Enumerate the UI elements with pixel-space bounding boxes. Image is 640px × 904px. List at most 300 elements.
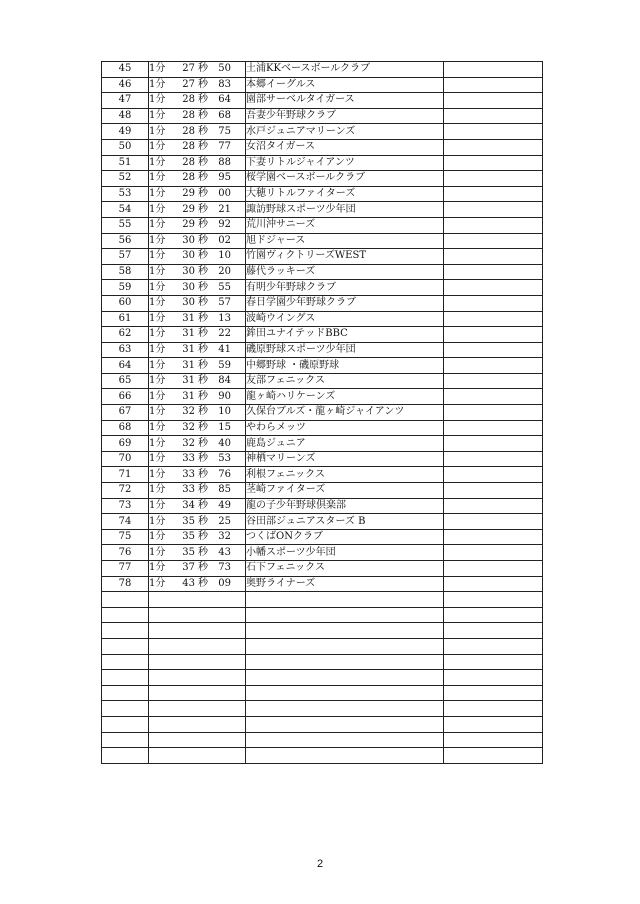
table-row bbox=[102, 498, 543, 514]
time-minutes: 1分 bbox=[149, 562, 166, 574]
time-seconds: 32 bbox=[182, 421, 195, 433]
time-hundredths: 21 bbox=[218, 203, 231, 215]
team-name-cell: つくばONクラブ bbox=[246, 529, 444, 545]
time-seconds-label: 秒 bbox=[198, 375, 208, 387]
time-seconds: 28 bbox=[182, 110, 195, 122]
time-hundredths: 77 bbox=[218, 141, 231, 153]
note-cell bbox=[444, 420, 543, 436]
time-cell bbox=[149, 607, 246, 623]
time-seconds-label: 秒 bbox=[198, 406, 208, 418]
note-cell bbox=[444, 670, 543, 686]
rank-cell: 49 bbox=[102, 124, 149, 140]
note-cell bbox=[444, 498, 543, 514]
time-seconds: 35 bbox=[182, 531, 195, 543]
team-name-cell bbox=[246, 732, 444, 748]
rank-cell: 74 bbox=[102, 514, 149, 530]
table-row bbox=[102, 217, 543, 233]
page-number: 2 bbox=[316, 858, 324, 870]
time-minutes: 1分 bbox=[149, 421, 166, 433]
team-name-cell: やわらメッツ bbox=[246, 420, 444, 436]
time-hundredths: 57 bbox=[218, 297, 231, 309]
team-name-cell bbox=[246, 654, 444, 670]
time-cell bbox=[149, 561, 246, 577]
note-cell bbox=[444, 249, 543, 265]
time-seconds-label: 秒 bbox=[198, 141, 208, 153]
table-row bbox=[102, 139, 543, 155]
rank-cell: 69 bbox=[102, 436, 149, 452]
team-name-cell: 土浦KKベースボールクラブ bbox=[246, 62, 444, 78]
time-seconds: 34 bbox=[182, 499, 195, 511]
time-minutes: 1分 bbox=[149, 359, 166, 371]
rank-cell: 48 bbox=[102, 108, 149, 124]
time-seconds: 31 bbox=[182, 343, 195, 355]
table-row bbox=[102, 607, 543, 623]
table-row bbox=[102, 264, 543, 280]
table-row bbox=[102, 124, 543, 140]
team-name-cell: 波崎ウイングス bbox=[246, 311, 444, 327]
team-name-cell: 龍ヶ崎ハリケーンズ bbox=[246, 389, 444, 405]
time-cell bbox=[149, 498, 246, 514]
note-cell bbox=[444, 685, 543, 701]
note-cell bbox=[444, 623, 543, 639]
note-cell bbox=[444, 171, 543, 187]
team-name-cell: 水戸ジュニアマリーンズ bbox=[246, 124, 444, 140]
table-row bbox=[102, 748, 543, 764]
time-seconds-label: 秒 bbox=[198, 453, 208, 465]
time-minutes: 1分 bbox=[149, 110, 166, 122]
time-minutes: 1分 bbox=[149, 297, 166, 309]
time-minutes: 1分 bbox=[149, 531, 166, 543]
time-seconds: 35 bbox=[182, 515, 195, 527]
time-seconds-label: 秒 bbox=[198, 94, 208, 106]
table-row bbox=[102, 405, 543, 421]
time-seconds-label: 秒 bbox=[198, 390, 208, 402]
table-row bbox=[102, 311, 543, 327]
note-cell bbox=[444, 295, 543, 311]
time-seconds-label: 秒 bbox=[198, 156, 208, 168]
time-seconds-label: 秒 bbox=[198, 421, 208, 433]
time-hundredths: 43 bbox=[218, 546, 231, 558]
rank-cell: 62 bbox=[102, 327, 149, 343]
time-seconds: 32 bbox=[182, 437, 195, 449]
team-name-cell bbox=[246, 748, 444, 764]
time-seconds: 33 bbox=[182, 484, 195, 496]
table-row bbox=[102, 638, 543, 654]
time-cell bbox=[149, 264, 246, 280]
time-minutes: 1分 bbox=[149, 156, 166, 168]
team-name-cell: 磯原野球スポーツ少年団 bbox=[246, 342, 444, 358]
time-seconds: 28 bbox=[182, 141, 195, 153]
time-hundredths: 15 bbox=[218, 421, 231, 433]
time-minutes: 1分 bbox=[149, 343, 166, 355]
time-seconds: 28 bbox=[182, 172, 195, 184]
table-row bbox=[102, 576, 543, 592]
table-row bbox=[102, 592, 543, 608]
time-seconds-label: 秒 bbox=[198, 125, 208, 137]
table-row bbox=[102, 358, 543, 374]
time-cell bbox=[149, 716, 246, 732]
time-minutes: 1分 bbox=[149, 266, 166, 278]
time-hundredths: 53 bbox=[218, 453, 231, 465]
time-hundredths: 13 bbox=[218, 312, 231, 324]
time-seconds: 29 bbox=[182, 203, 195, 215]
time-minutes: 1分 bbox=[149, 94, 166, 106]
time-cell bbox=[149, 62, 246, 78]
time-seconds-label: 秒 bbox=[198, 219, 208, 231]
note-cell bbox=[444, 264, 543, 280]
time-seconds: 30 bbox=[182, 297, 195, 309]
time-cell bbox=[149, 638, 246, 654]
rank-cell: 68 bbox=[102, 420, 149, 436]
time-seconds-label: 秒 bbox=[198, 78, 208, 90]
time-cell bbox=[149, 545, 246, 561]
time-cell bbox=[149, 654, 246, 670]
time-seconds-label: 秒 bbox=[198, 266, 208, 278]
rank-cell: 63 bbox=[102, 342, 149, 358]
results-table-body bbox=[102, 62, 543, 764]
team-name-cell bbox=[246, 716, 444, 732]
time-hundredths: 50 bbox=[218, 63, 231, 75]
note-cell bbox=[444, 716, 543, 732]
time-seconds-label: 秒 bbox=[198, 562, 208, 574]
table-row bbox=[102, 171, 543, 187]
time-hundredths: 59 bbox=[218, 359, 231, 371]
rank-cell: 76 bbox=[102, 545, 149, 561]
time-seconds: 33 bbox=[182, 468, 195, 480]
time-minutes: 1分 bbox=[149, 375, 166, 387]
team-name-cell: 友部フェニックス bbox=[246, 373, 444, 389]
time-seconds-label: 秒 bbox=[198, 312, 208, 324]
time-seconds: 33 bbox=[182, 453, 195, 465]
time-cell bbox=[149, 342, 246, 358]
note-cell bbox=[444, 93, 543, 109]
note-cell bbox=[444, 155, 543, 171]
time-seconds-label: 秒 bbox=[198, 499, 208, 511]
team-name-cell: 竹園ヴィクトリーズWEST bbox=[246, 249, 444, 265]
team-name-cell bbox=[246, 623, 444, 639]
rank-cell: 52 bbox=[102, 171, 149, 187]
table-row bbox=[102, 483, 543, 499]
time-hundredths: 32 bbox=[218, 531, 231, 543]
rank-cell: 78 bbox=[102, 576, 149, 592]
team-name-cell bbox=[246, 638, 444, 654]
team-name-cell bbox=[246, 607, 444, 623]
results-table bbox=[101, 61, 543, 764]
note-cell bbox=[444, 108, 543, 124]
note-cell bbox=[444, 638, 543, 654]
time-seconds-label: 秒 bbox=[198, 172, 208, 184]
rank-cell: 56 bbox=[102, 233, 149, 249]
note-cell bbox=[444, 405, 543, 421]
time-seconds-label: 秒 bbox=[198, 203, 208, 215]
team-name-cell: 諏訪野球スポーツ少年団 bbox=[246, 202, 444, 218]
rank-cell bbox=[102, 685, 149, 701]
table-row bbox=[102, 623, 543, 639]
team-name-cell: 大穂リトルファイターズ bbox=[246, 186, 444, 202]
note-cell bbox=[444, 732, 543, 748]
note-cell bbox=[444, 202, 543, 218]
rank-cell: 46 bbox=[102, 77, 149, 93]
rank-cell: 77 bbox=[102, 561, 149, 577]
table-row bbox=[102, 561, 543, 577]
time-seconds-label: 秒 bbox=[198, 531, 208, 543]
time-minutes: 1分 bbox=[149, 390, 166, 402]
team-name-cell: 下妻リトルジャイアンツ bbox=[246, 155, 444, 171]
team-name-cell: 旭ドジャース bbox=[246, 233, 444, 249]
table-row bbox=[102, 62, 543, 78]
time-cell bbox=[149, 108, 246, 124]
time-seconds: 29 bbox=[182, 188, 195, 200]
table-row bbox=[102, 155, 543, 171]
time-hundredths: 83 bbox=[218, 78, 231, 90]
time-hundredths: 75 bbox=[218, 125, 231, 137]
team-name-cell: 有明少年野球クラブ bbox=[246, 280, 444, 296]
rank-cell: 66 bbox=[102, 389, 149, 405]
rank-cell bbox=[102, 654, 149, 670]
time-cell bbox=[149, 202, 246, 218]
time-minutes: 1分 bbox=[149, 188, 166, 200]
time-seconds-label: 秒 bbox=[198, 484, 208, 496]
table-row bbox=[102, 108, 543, 124]
rank-cell: 55 bbox=[102, 217, 149, 233]
note-cell bbox=[444, 592, 543, 608]
table-row bbox=[102, 514, 543, 530]
table-row bbox=[102, 670, 543, 686]
rank-cell: 73 bbox=[102, 498, 149, 514]
time-hundredths: 55 bbox=[218, 281, 231, 293]
time-seconds-label: 秒 bbox=[198, 468, 208, 480]
note-cell bbox=[444, 514, 543, 530]
note-cell bbox=[444, 280, 543, 296]
note-cell bbox=[444, 576, 543, 592]
time-hundredths: 85 bbox=[218, 484, 231, 496]
note-cell bbox=[444, 77, 543, 93]
time-hundredths: 41 bbox=[218, 343, 231, 355]
table-row bbox=[102, 280, 543, 296]
time-seconds-label: 秒 bbox=[198, 515, 208, 527]
table-row bbox=[102, 529, 543, 545]
table-row bbox=[102, 93, 543, 109]
team-name-cell: 奥野ライナーズ bbox=[246, 576, 444, 592]
rank-cell: 45 bbox=[102, 62, 149, 78]
rank-cell: 50 bbox=[102, 139, 149, 155]
time-hundredths: 20 bbox=[218, 266, 231, 278]
time-seconds-label: 秒 bbox=[198, 110, 208, 122]
table-row bbox=[102, 249, 543, 265]
time-seconds-label: 秒 bbox=[198, 546, 208, 558]
note-cell bbox=[444, 233, 543, 249]
rank-cell: 51 bbox=[102, 155, 149, 171]
time-cell bbox=[149, 420, 246, 436]
table-row bbox=[102, 436, 543, 452]
team-name-cell: 鉾田ユナイテッドBBC bbox=[246, 327, 444, 343]
note-cell bbox=[444, 139, 543, 155]
rank-cell bbox=[102, 748, 149, 764]
time-cell bbox=[149, 155, 246, 171]
time-hundredths: 88 bbox=[218, 156, 231, 168]
time-seconds-label: 秒 bbox=[198, 359, 208, 371]
time-minutes: 1分 bbox=[149, 312, 166, 324]
time-seconds: 30 bbox=[182, 250, 195, 262]
time-cell bbox=[149, 373, 246, 389]
time-minutes: 1分 bbox=[149, 546, 166, 558]
time-hundredths: 76 bbox=[218, 468, 231, 480]
note-cell bbox=[444, 467, 543, 483]
time-seconds-label: 秒 bbox=[198, 234, 208, 246]
time-minutes: 1分 bbox=[149, 203, 166, 215]
time-cell bbox=[149, 701, 246, 717]
team-name-cell: 桜学園ベースボールクラブ bbox=[246, 171, 444, 187]
time-hundredths: 22 bbox=[218, 328, 231, 340]
team-name-cell: 中郷野球 ・磯原野球 bbox=[246, 358, 444, 374]
note-cell bbox=[444, 358, 543, 374]
team-name-cell: 神栖マリーンズ bbox=[246, 451, 444, 467]
time-seconds: 30 bbox=[182, 266, 195, 278]
note-cell bbox=[444, 451, 543, 467]
rank-cell bbox=[102, 592, 149, 608]
team-name-cell: 利根フェニックス bbox=[246, 467, 444, 483]
time-minutes: 1分 bbox=[149, 281, 166, 293]
team-name-cell: 園部サーベルタイガース bbox=[246, 93, 444, 109]
note-cell bbox=[444, 327, 543, 343]
rank-cell bbox=[102, 623, 149, 639]
time-seconds: 29 bbox=[182, 219, 195, 231]
time-cell bbox=[149, 748, 246, 764]
team-name-cell: 荒川沖サニーズ bbox=[246, 217, 444, 233]
time-cell bbox=[149, 405, 246, 421]
table-row bbox=[102, 654, 543, 670]
time-seconds: 28 bbox=[182, 156, 195, 168]
time-minutes: 1分 bbox=[149, 453, 166, 465]
rank-cell: 57 bbox=[102, 249, 149, 265]
note-cell bbox=[444, 311, 543, 327]
time-seconds-label: 秒 bbox=[198, 63, 208, 75]
note-cell bbox=[444, 701, 543, 717]
team-name-cell bbox=[246, 685, 444, 701]
time-seconds-label: 秒 bbox=[198, 188, 208, 200]
time-minutes: 1分 bbox=[149, 78, 166, 90]
rank-cell bbox=[102, 716, 149, 732]
rank-cell: 58 bbox=[102, 264, 149, 280]
time-seconds-label: 秒 bbox=[198, 343, 208, 355]
note-cell bbox=[444, 607, 543, 623]
time-cell bbox=[149, 514, 246, 530]
time-seconds-label: 秒 bbox=[198, 328, 208, 340]
time-minutes: 1分 bbox=[149, 328, 166, 340]
time-cell bbox=[149, 249, 246, 265]
rank-cell bbox=[102, 607, 149, 623]
time-seconds-label: 秒 bbox=[198, 281, 208, 293]
time-cell bbox=[149, 93, 246, 109]
time-hundredths: 02 bbox=[218, 234, 231, 246]
table-row bbox=[102, 233, 543, 249]
time-hundredths: 09 bbox=[218, 577, 231, 589]
time-cell bbox=[149, 732, 246, 748]
time-minutes: 1分 bbox=[149, 172, 166, 184]
note-cell bbox=[444, 389, 543, 405]
time-seconds: 31 bbox=[182, 390, 195, 402]
table-row bbox=[102, 389, 543, 405]
table-row bbox=[102, 451, 543, 467]
team-name-cell bbox=[246, 701, 444, 717]
time-seconds: 28 bbox=[182, 94, 195, 106]
table-row bbox=[102, 732, 543, 748]
time-seconds: 31 bbox=[182, 312, 195, 324]
table-row bbox=[102, 295, 543, 311]
rank-cell: 65 bbox=[102, 373, 149, 389]
rank-cell bbox=[102, 670, 149, 686]
time-cell bbox=[149, 327, 246, 343]
time-minutes: 1分 bbox=[149, 499, 166, 511]
time-cell bbox=[149, 483, 246, 499]
team-name-cell: 久保台ブルズ・龍ヶ崎ジャイアンツ bbox=[246, 405, 444, 421]
note-cell bbox=[444, 545, 543, 561]
time-cell bbox=[149, 124, 246, 140]
team-name-cell: 石下フェニックス bbox=[246, 561, 444, 577]
time-minutes: 1分 bbox=[149, 219, 166, 231]
time-seconds: 37 bbox=[182, 562, 195, 574]
team-name-cell bbox=[246, 670, 444, 686]
note-cell bbox=[444, 436, 543, 452]
time-seconds-label: 秒 bbox=[198, 437, 208, 449]
time-hundredths: 10 bbox=[218, 250, 231, 262]
time-seconds: 31 bbox=[182, 359, 195, 371]
time-cell bbox=[149, 451, 246, 467]
note-cell bbox=[444, 529, 543, 545]
team-name-cell: 鹿島ジュニア bbox=[246, 436, 444, 452]
time-seconds-label: 秒 bbox=[198, 250, 208, 262]
time-seconds-label: 秒 bbox=[198, 297, 208, 309]
time-seconds: 28 bbox=[182, 125, 195, 137]
time-cell bbox=[149, 280, 246, 296]
time-hundredths: 25 bbox=[218, 515, 231, 527]
time-hundredths: 95 bbox=[218, 172, 231, 184]
time-seconds: 32 bbox=[182, 406, 195, 418]
note-cell bbox=[444, 748, 543, 764]
time-hundredths: 49 bbox=[218, 499, 231, 511]
time-cell bbox=[149, 592, 246, 608]
time-seconds: 31 bbox=[182, 328, 195, 340]
time-cell bbox=[149, 295, 246, 311]
time-cell bbox=[149, 670, 246, 686]
time-cell bbox=[149, 529, 246, 545]
time-cell bbox=[149, 171, 246, 187]
table-row bbox=[102, 373, 543, 389]
note-cell bbox=[444, 342, 543, 358]
table-row bbox=[102, 342, 543, 358]
note-cell bbox=[444, 561, 543, 577]
time-seconds: 30 bbox=[182, 281, 195, 293]
time-hundredths: 73 bbox=[218, 562, 231, 574]
time-minutes: 1分 bbox=[149, 484, 166, 496]
time-hundredths: 10 bbox=[218, 406, 231, 418]
table-row bbox=[102, 545, 543, 561]
time-cell bbox=[149, 358, 246, 374]
rank-cell bbox=[102, 638, 149, 654]
time-hundredths: 00 bbox=[218, 188, 231, 200]
rank-cell: 60 bbox=[102, 295, 149, 311]
rank-cell: 71 bbox=[102, 467, 149, 483]
note-cell bbox=[444, 124, 543, 140]
time-seconds: 27 bbox=[182, 78, 195, 90]
time-cell bbox=[149, 233, 246, 249]
time-cell bbox=[149, 623, 246, 639]
time-cell bbox=[149, 77, 246, 93]
time-hundredths: 68 bbox=[218, 110, 231, 122]
time-minutes: 1分 bbox=[149, 515, 166, 527]
time-cell bbox=[149, 217, 246, 233]
table-row bbox=[102, 77, 543, 93]
